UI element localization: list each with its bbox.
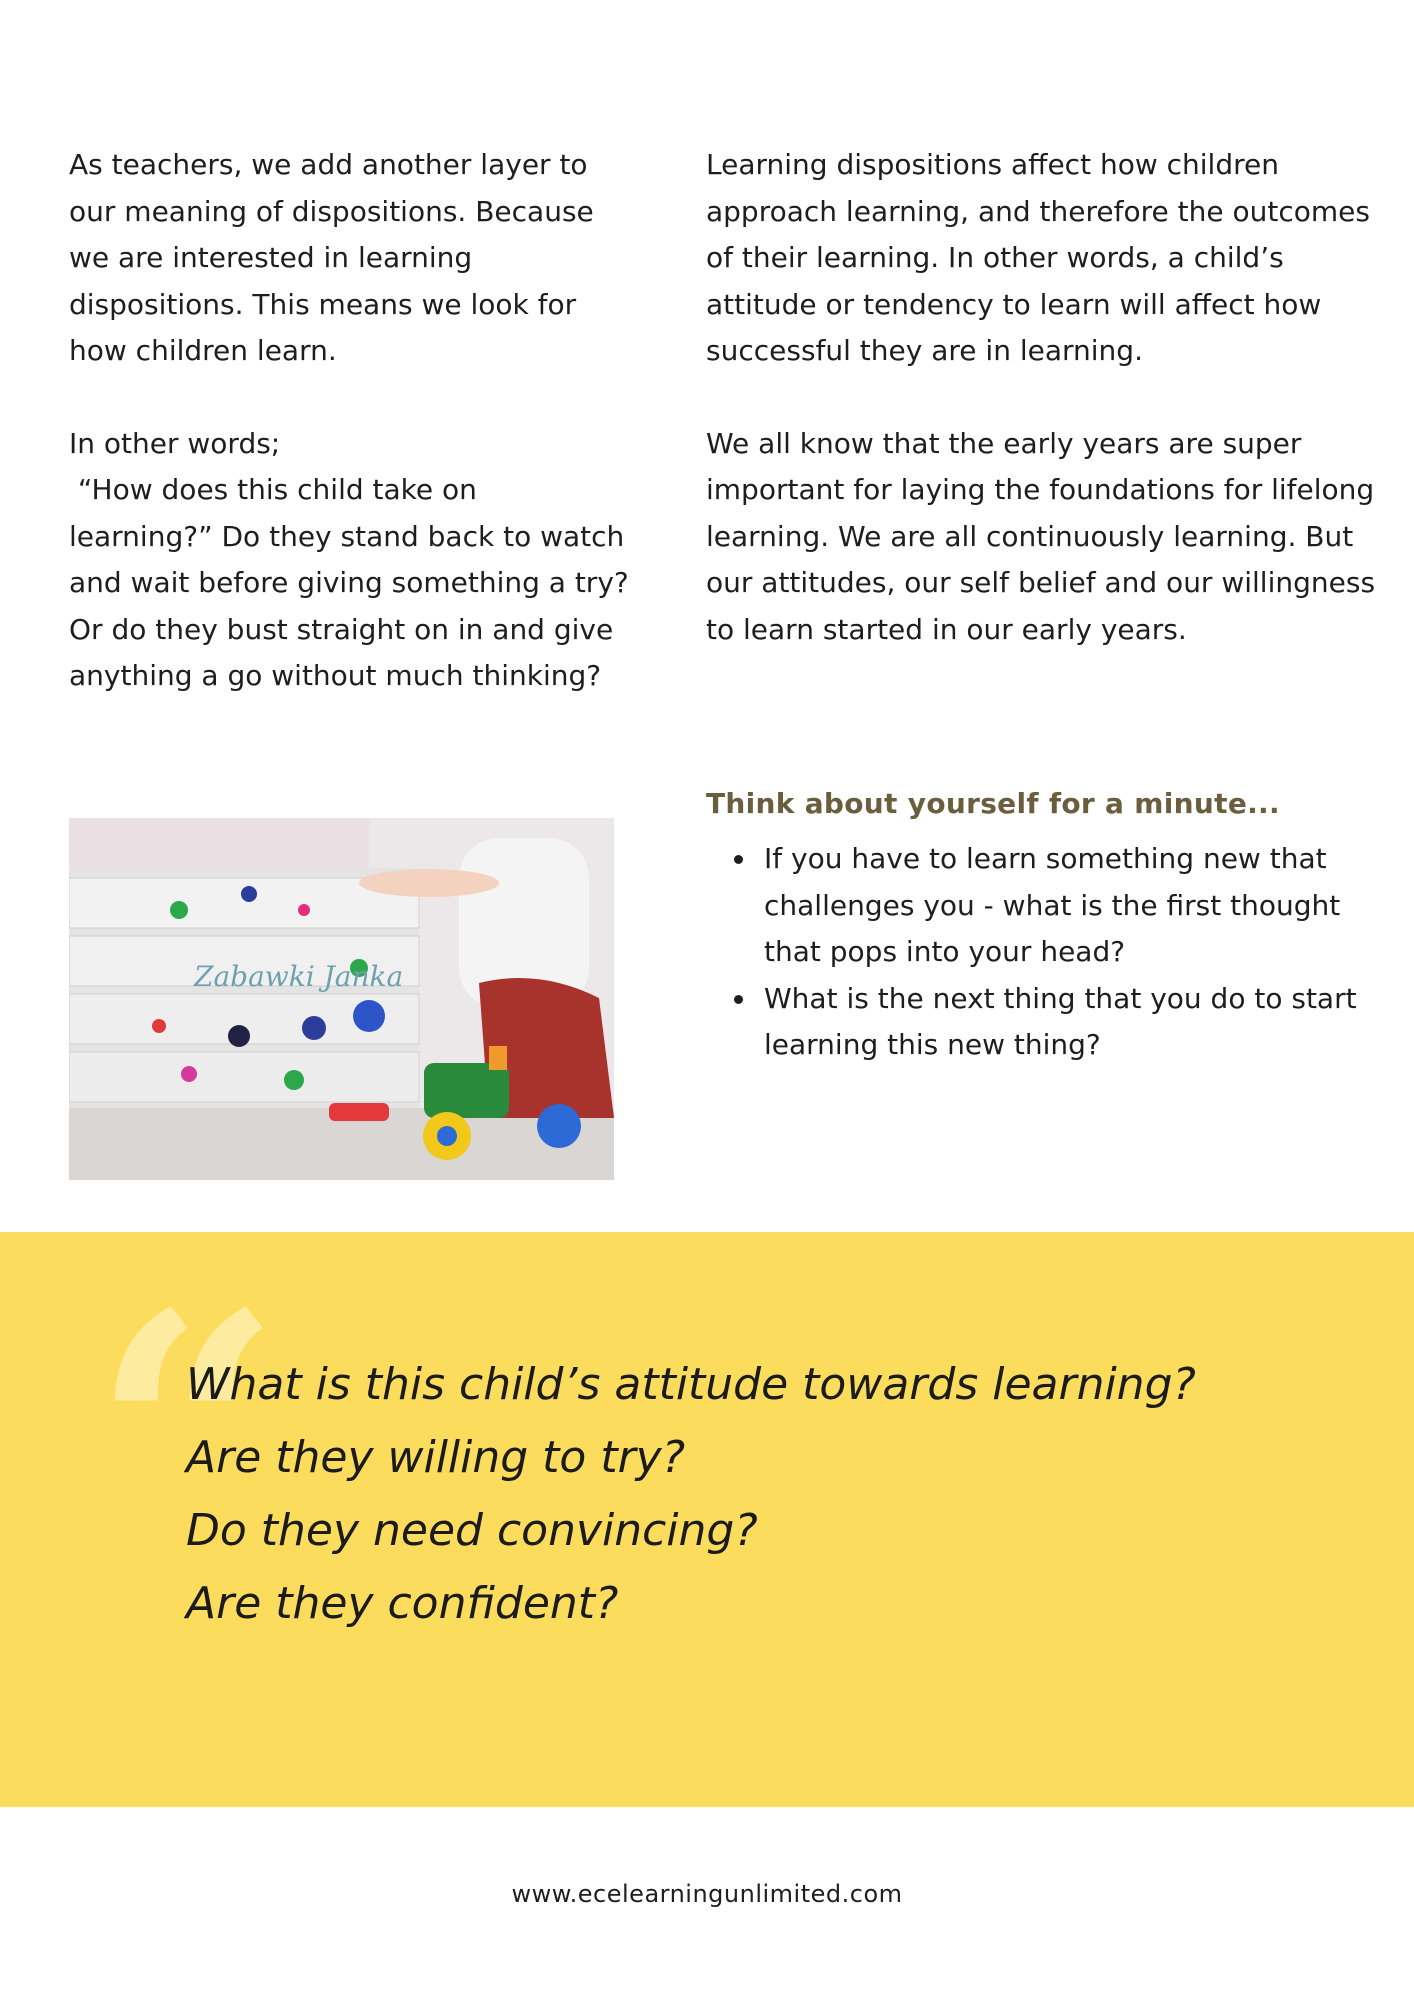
- reflection-item-text: What is the next thing that you do to start learning this new thing?: [764, 981, 1357, 1061]
- child-toy-crate-photo: [69, 818, 614, 1180]
- intro-paragraph: As teachers, we add another layer to our meaning of dispositions. Because we are interested in learning dispositions. This means we look for how children learn.: [69, 148, 594, 367]
- other-words-label: In other words;: [69, 426, 281, 460]
- crate-label: Zabawki Janka: [194, 960, 404, 993]
- toy-crate: [69, 868, 419, 1108]
- reflection-item-text: If you have to learn something new that challenges you - what is the first thought that pops into your head?: [764, 842, 1341, 968]
- quote-mark-icon: “: [92, 1241, 282, 1629]
- reflection-list: [706, 836, 1376, 1069]
- reflection-heading: Think about yourself for a minute...: [706, 787, 1280, 820]
- photo-illustration: [69, 818, 614, 1180]
- early-years-paragraph: We all know that the early years are super important for laying the foundations for lifelong learning. We are all continuously learning. But our attitudes, our self belief and our willingness to learn started in our early years.: [706, 426, 1376, 646]
- right-column: [706, 142, 1376, 653]
- child-approach-paragraph: “How does this child take on learning?” Do they stand back to watch and wait before giving something a try? Or do they bust straight on in and give anything a go without much thinking?: [69, 473, 638, 692]
- quote-text: [186, 1348, 1336, 1640]
- reflection-item: [706, 836, 1376, 976]
- bullet-icon: [734, 995, 743, 1004]
- quote-line: What is this child’s attitude towards learning?: [186, 1359, 1196, 1410]
- bullet-icon: [734, 855, 743, 864]
- dispositions-paragraph: Learning dispositions affect how children approach learning, and therefore the outcomes of their learning. In other words, a child’s attitude or tendency to learn will affect how successful they are in learning.: [706, 148, 1370, 367]
- reflection-item: [706, 976, 1376, 1069]
- footer-url: www.ecelearningunlimited.com: [511, 1880, 903, 1908]
- quote-line: Are they willing to try?: [186, 1432, 686, 1483]
- quote-line: Are they confident?: [186, 1578, 619, 1629]
- quote-line: Do they need convincing?: [186, 1505, 758, 1556]
- left-column: [69, 142, 638, 700]
